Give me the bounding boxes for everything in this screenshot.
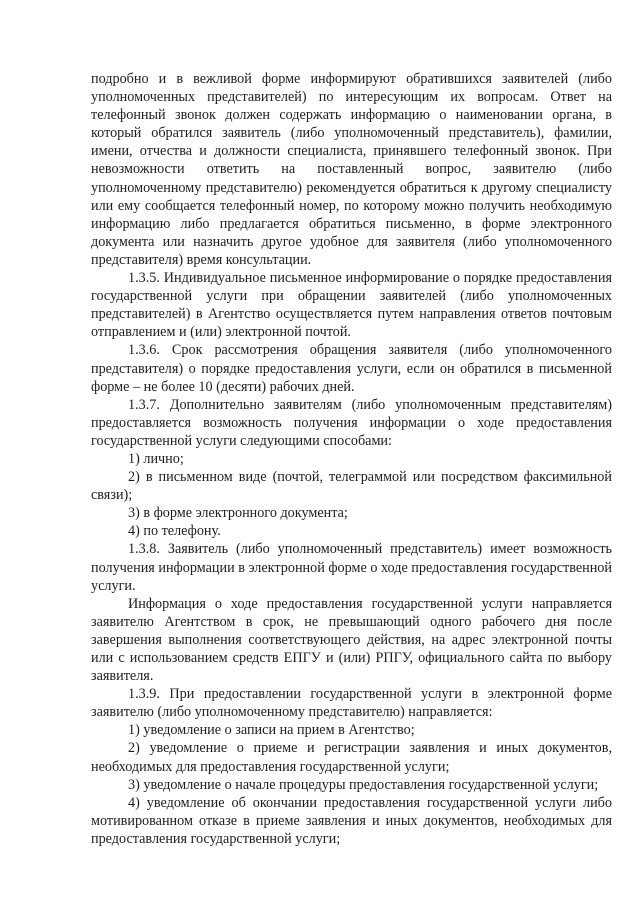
paragraph-clause-1-3-7: 1.3.7. Дополнительно заявителям (либо уполномоченным представителям) предоставляется возможность получения информации о ходе предоставления государственной услуги следующими способами: [91,396,612,449]
list-item-clause-1-3-9-3: 3) уведомление о начале процедуры предоставления государственной услуги; [128,776,599,793]
paragraph-phone-info-continuation: подробно и в вежливой форме информируют обратившихся заявителей (либо уполномоченных представителей) по интересующим их вопросам. Ответ на телефонный звонок должен содержать информацию о наименовании органа, в который обратился заявитель (либо уполномоченный представитель), фамилии, имени, отчества и должности специалиста, принявшего телефонный звонок. При невозможности ответить на поставленный вопрос, заявителю (либо уполномоченному представителю) рекомендуется обратиться к другому специалисту или ему сообщается телефонный номер, по которому можно получить необходимую информацию либо предлагается обратиться письменно, в форме электронного документа или назначить другое удобное для заявителя (либо уполномоченного представителя) время консультации. [91,71,612,268]
paragraph-clause-1-3-8: 1.3.8. Заявитель (либо уполномоченный представитель) имеет возможность получения информации в электронной форме о ходе предоставления государственной услуги. [91,541,612,594]
paragraph-clause-1-3-6: 1.3.6. Срок рассмотрения обращения заявителя (либо уполномоченного представителя) о порядке предоставления услуги, если он обратился в письменной форме – не более 10 (десяти) рабочих дней. [91,342,612,395]
list-item-clause-1-3-7-1: 1) лично; [128,450,184,467]
document-body [91,70,612,848]
list-item-clause-1-3-7-4: 4) по телефону. [128,523,221,540]
paragraph-clause-1-3-9: 1.3.9. При предоставлении государственной услуги в электронной форме заявителю (либо уполномоченному представителю) направляется: [91,686,612,721]
list-item-clause-1-3-9-2: 2) уведомление о приеме и регистрации заявления и иных документов, необходимых для предоставления государственной услуги; [91,740,612,775]
paragraph-clause-1-3-5: 1.3.5. Индивидуальное письменное информирование о порядке предоставления государственной услуги при обращении заявителей (либо уполномоченных представителей) в Агентство осуществляется путем направления ответов почтовым отправлением и (или) электронной почтой. [91,270,612,341]
list-item-clause-1-3-7-2: 2) в письменном виде (почтой, телеграммой или посредством факсимильной связи); [91,469,612,504]
paragraph-clause-1-3-8-info: Информация о ходе предоставления государственной услуги направляется заявителю Агентством в срок, не превышающий одного рабочего дня после завершения выполнения соответствующего действия, на адрес электронной почты или с использованием средств ЕПГУ и (или) РПГУ, официального сайта по выбору заявителя. [91,595,612,685]
list-item-clause-1-3-7-3: 3) в форме электронного документа; [128,505,348,522]
list-item-clause-1-3-9-4: 4) уведомление об окончании предоставления государственной услуги либо мотивированном отказе в приеме заявления и иных документов, необходимых для предоставления государственной услуги; [91,794,612,847]
list-item-clause-1-3-9-1: 1) уведомление о записи на прием в Агентство; [128,722,415,739]
